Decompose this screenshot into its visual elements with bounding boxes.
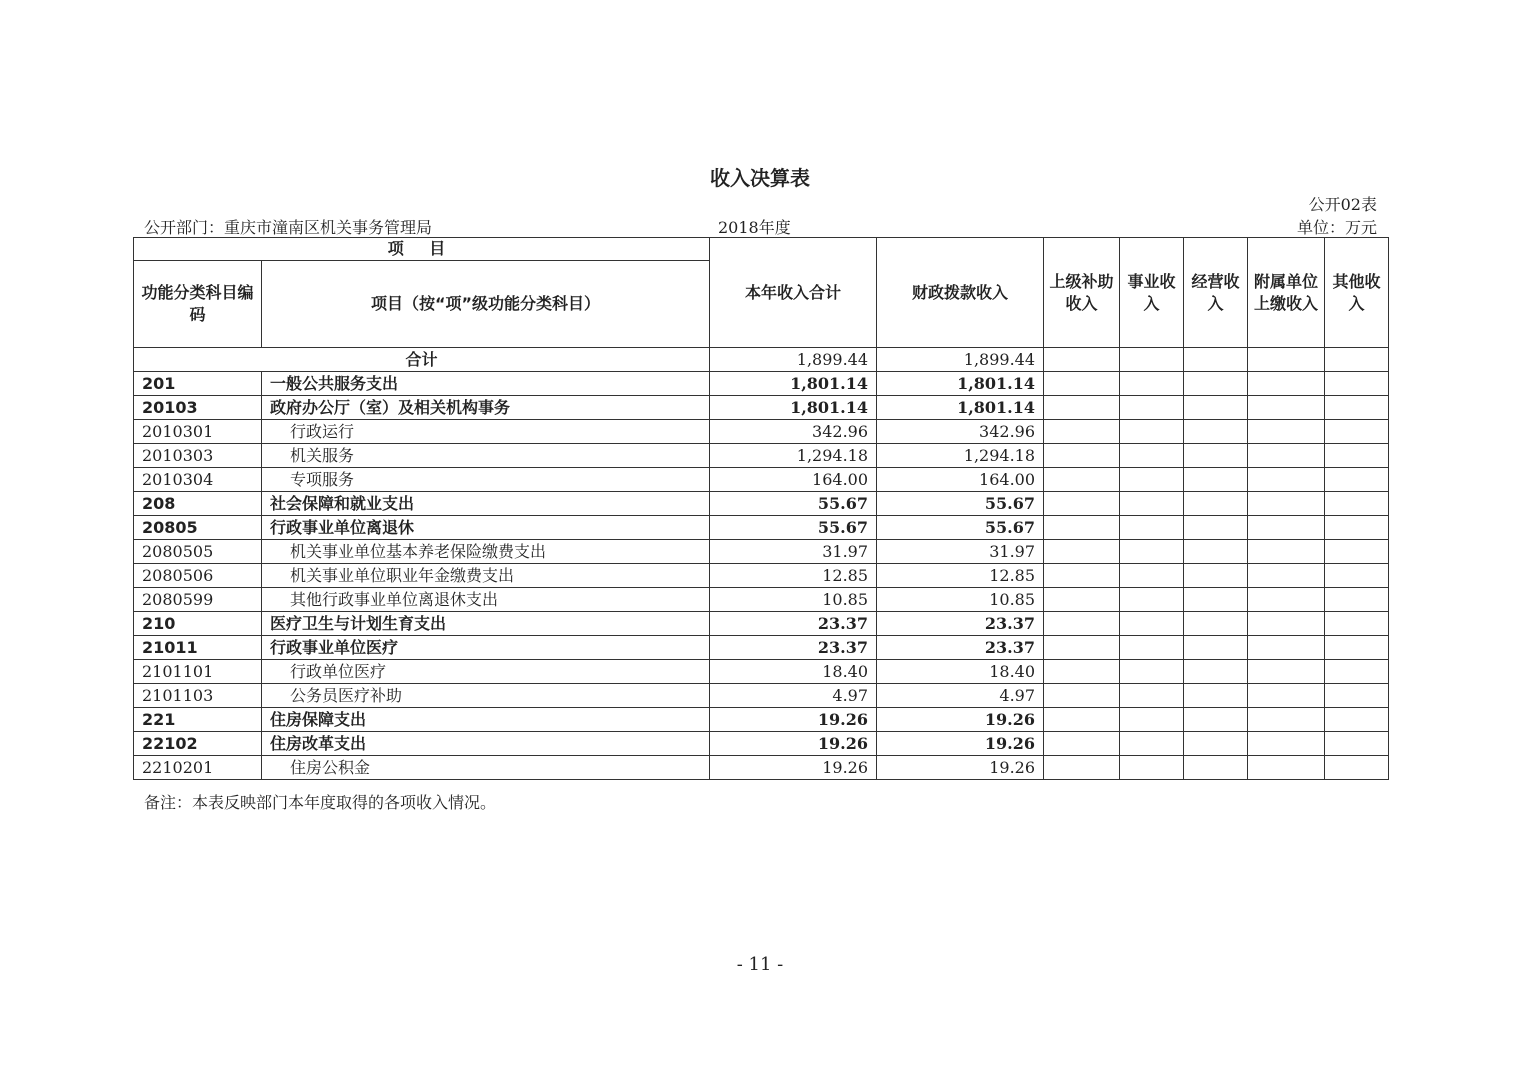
empty-cell: [1325, 612, 1389, 636]
empty-cell: [1120, 516, 1184, 540]
empty-cell: [1184, 684, 1248, 708]
empty-cell: [1184, 636, 1248, 660]
form-number: 公开02表: [1308, 195, 1377, 214]
row-code: 20103: [134, 396, 262, 420]
empty-cell: [1184, 540, 1248, 564]
empty-cell: [1120, 564, 1184, 588]
row-total-income: 12.85: [710, 564, 877, 588]
empty-cell: [1184, 612, 1248, 636]
row-total-income: 18.40: [710, 660, 877, 684]
empty-cell: [1325, 660, 1389, 684]
empty-cell: [1044, 684, 1120, 708]
row-total-income: 164.00: [710, 468, 877, 492]
row-code: 2010303: [134, 444, 262, 468]
table-row: [134, 420, 1389, 444]
empty-cell: [1044, 348, 1120, 372]
empty-cell: [1248, 756, 1325, 780]
empty-cell: [1184, 444, 1248, 468]
row-code: 221: [134, 708, 262, 732]
empty-cell: [1248, 420, 1325, 444]
table-row: [134, 516, 1389, 540]
empty-cell: [1325, 708, 1389, 732]
row-item-name: 医疗卫生与计划生育支出: [262, 612, 710, 636]
row-fiscal-income: 1,801.14: [877, 372, 1044, 396]
header-fiscal-income: 财政拨款收入: [877, 238, 1044, 348]
row-total-income: 55.67: [710, 516, 877, 540]
row-total-income: 23.37: [710, 612, 877, 636]
empty-cell: [1044, 636, 1120, 660]
row-item-name: 机关服务: [262, 444, 710, 468]
row-fiscal-income: 23.37: [877, 612, 1044, 636]
empty-cell: [1248, 684, 1325, 708]
empty-cell: [1044, 372, 1120, 396]
empty-cell: [1248, 396, 1325, 420]
empty-cell: [1325, 348, 1389, 372]
row-item-name: 政府办公厅（室）及相关机构事务: [262, 396, 710, 420]
row-total-income: 1,801.14: [710, 396, 877, 420]
empty-cell: [1184, 732, 1248, 756]
row-code: 2010301: [134, 420, 262, 444]
empty-cell: [1325, 564, 1389, 588]
empty-cell: [1044, 468, 1120, 492]
income-table: [133, 237, 1389, 780]
row-code: 2101103: [134, 684, 262, 708]
unit-label: 单位：万元: [1296, 218, 1377, 237]
row-code: 210: [134, 612, 262, 636]
department-label: 公开部门：重庆市潼南区机关事务管理局: [144, 218, 433, 237]
empty-cell: [1325, 492, 1389, 516]
row-item-name: 行政运行: [262, 420, 710, 444]
empty-cell: [1044, 396, 1120, 420]
row-item-name: 专项服务: [262, 468, 710, 492]
row-fiscal-income: 19.26: [877, 708, 1044, 732]
row-total-income: 1,801.14: [710, 372, 877, 396]
row-total-income: 23.37: [710, 636, 877, 660]
empty-cell: [1184, 660, 1248, 684]
empty-cell: [1120, 732, 1184, 756]
row-item-name: 社会保障和就业支出: [262, 492, 710, 516]
row-total-income: 10.85: [710, 588, 877, 612]
header-project: 项 目: [134, 238, 710, 261]
empty-cell: [1184, 588, 1248, 612]
empty-cell: [1184, 420, 1248, 444]
empty-cell: [1044, 516, 1120, 540]
table-row: [134, 372, 1389, 396]
row-fiscal-income: 18.40: [877, 660, 1044, 684]
row-fiscal-income: 12.85: [877, 564, 1044, 588]
empty-cell: [1044, 756, 1120, 780]
empty-cell: [1184, 492, 1248, 516]
table-row: [134, 756, 1389, 780]
header-item-name: 项目（按“项”级功能分类科目）: [262, 261, 710, 348]
table-row: [134, 564, 1389, 588]
empty-cell: [1248, 732, 1325, 756]
empty-cell: [1325, 372, 1389, 396]
header-other-income: 其他收入: [1325, 238, 1389, 348]
empty-cell: [1120, 348, 1184, 372]
table-row: [134, 468, 1389, 492]
empty-cell: [1044, 444, 1120, 468]
empty-cell: [1248, 540, 1325, 564]
row-fiscal-income: 55.67: [877, 492, 1044, 516]
row-fiscal-income: 1,801.14: [877, 396, 1044, 420]
row-fiscal-income: 10.85: [877, 588, 1044, 612]
row-total-income: 4.97: [710, 684, 877, 708]
total-fiscal-value: 1,899.44: [877, 348, 1044, 372]
empty-cell: [1248, 516, 1325, 540]
empty-cell: [1248, 492, 1325, 516]
empty-cell: [1120, 444, 1184, 468]
empty-cell: [1044, 660, 1120, 684]
table-row: [134, 588, 1389, 612]
row-code: 22102: [134, 732, 262, 756]
row-fiscal-income: 55.67: [877, 516, 1044, 540]
header-code: 功能分类科目编码: [134, 261, 262, 348]
empty-cell: [1120, 420, 1184, 444]
empty-cell: [1248, 636, 1325, 660]
empty-cell: [1044, 492, 1120, 516]
empty-cell: [1325, 636, 1389, 660]
row-code: 2080599: [134, 588, 262, 612]
empty-cell: [1248, 468, 1325, 492]
row-item-name: 机关事业单位基本养老保险缴费支出: [262, 540, 710, 564]
empty-cell: [1248, 444, 1325, 468]
row-item-name: 住房改革支出: [262, 732, 710, 756]
empty-cell: [1184, 708, 1248, 732]
row-total-income: 19.26: [710, 756, 877, 780]
row-code: 2101101: [134, 660, 262, 684]
row-total-income: 1,294.18: [710, 444, 877, 468]
empty-cell: [1044, 564, 1120, 588]
empty-cell: [1120, 660, 1184, 684]
table-row: [134, 708, 1389, 732]
row-fiscal-income: 19.26: [877, 756, 1044, 780]
table-row: [134, 660, 1389, 684]
page-number: - 11 -: [736, 954, 784, 975]
empty-cell: [1120, 540, 1184, 564]
empty-cell: [1184, 756, 1248, 780]
report-title: 收入决算表: [710, 166, 810, 190]
total-row: [134, 348, 1389, 372]
row-item-name: 行政事业单位离退休: [262, 516, 710, 540]
empty-cell: [1248, 564, 1325, 588]
header-operation-income: 经营收入: [1184, 238, 1248, 348]
empty-cell: [1184, 564, 1248, 588]
row-fiscal-income: 4.97: [877, 684, 1044, 708]
empty-cell: [1120, 708, 1184, 732]
empty-cell: [1184, 396, 1248, 420]
row-total-income: 31.97: [710, 540, 877, 564]
empty-cell: [1325, 588, 1389, 612]
row-code: 2210201: [134, 756, 262, 780]
row-fiscal-income: 19.26: [877, 732, 1044, 756]
empty-cell: [1325, 396, 1389, 420]
table-row: [134, 492, 1389, 516]
empty-cell: [1044, 420, 1120, 444]
row-total-income: 342.96: [710, 420, 877, 444]
fiscal-year: 2018年度: [718, 218, 791, 237]
empty-cell: [1248, 348, 1325, 372]
table-row: [134, 444, 1389, 468]
header-business-income: 事业收入: [1120, 238, 1184, 348]
table-row: [134, 732, 1389, 756]
empty-cell: [1325, 756, 1389, 780]
table-row: [134, 684, 1389, 708]
row-item-name: 住房保障支出: [262, 708, 710, 732]
empty-cell: [1044, 588, 1120, 612]
row-total-income: 55.67: [710, 492, 877, 516]
empty-cell: [1120, 636, 1184, 660]
row-code: 21011: [134, 636, 262, 660]
table-row: [134, 396, 1389, 420]
empty-cell: [1120, 756, 1184, 780]
row-item-name: 一般公共服务支出: [262, 372, 710, 396]
row-item-name: 住房公积金: [262, 756, 710, 780]
table-row: [134, 540, 1389, 564]
row-total-income: 19.26: [710, 708, 877, 732]
empty-cell: [1120, 396, 1184, 420]
empty-cell: [1044, 708, 1120, 732]
empty-cell: [1120, 468, 1184, 492]
row-item-name: 行政事业单位医疗: [262, 636, 710, 660]
row-code: 2010304: [134, 468, 262, 492]
header-total-income: 本年收入合计: [710, 238, 877, 348]
empty-cell: [1325, 540, 1389, 564]
empty-cell: [1044, 732, 1120, 756]
empty-cell: [1248, 372, 1325, 396]
empty-cell: [1248, 612, 1325, 636]
empty-cell: [1044, 540, 1120, 564]
total-label: 合计: [134, 348, 710, 372]
empty-cell: [1044, 612, 1120, 636]
row-total-income: 19.26: [710, 732, 877, 756]
empty-cell: [1120, 684, 1184, 708]
empty-cell: [1325, 468, 1389, 492]
row-code: 2080505: [134, 540, 262, 564]
row-fiscal-income: 1,294.18: [877, 444, 1044, 468]
table-row: [134, 612, 1389, 636]
row-fiscal-income: 164.00: [877, 468, 1044, 492]
footnote: 备注：本表反映部门本年度取得的各项收入情况。: [144, 793, 497, 812]
empty-cell: [1184, 372, 1248, 396]
row-fiscal-income: 342.96: [877, 420, 1044, 444]
row-item-name: 机关事业单位职业年金缴费支出: [262, 564, 710, 588]
row-code: 2080506: [134, 564, 262, 588]
total-income-value: 1,899.44: [710, 348, 877, 372]
empty-cell: [1184, 516, 1248, 540]
empty-cell: [1325, 420, 1389, 444]
row-fiscal-income: 31.97: [877, 540, 1044, 564]
row-item-name: 公务员医疗补助: [262, 684, 710, 708]
empty-cell: [1248, 588, 1325, 612]
empty-cell: [1120, 588, 1184, 612]
row-code: 208: [134, 492, 262, 516]
empty-cell: [1248, 660, 1325, 684]
header-superior-subsidy: 上级补助收入: [1044, 238, 1120, 348]
empty-cell: [1120, 612, 1184, 636]
row-code: 201: [134, 372, 262, 396]
row-item-name: 行政单位医疗: [262, 660, 710, 684]
empty-cell: [1325, 516, 1389, 540]
empty-cell: [1325, 684, 1389, 708]
empty-cell: [1120, 492, 1184, 516]
row-fiscal-income: 23.37: [877, 636, 1044, 660]
empty-cell: [1184, 468, 1248, 492]
empty-cell: [1325, 444, 1389, 468]
empty-cell: [1184, 348, 1248, 372]
header-affiliated-income: 附属单位上缴收入: [1248, 238, 1325, 348]
table-row: [134, 636, 1389, 660]
row-item-name: 其他行政事业单位离退休支出: [262, 588, 710, 612]
empty-cell: [1325, 732, 1389, 756]
row-code: 20805: [134, 516, 262, 540]
empty-cell: [1120, 372, 1184, 396]
empty-cell: [1248, 708, 1325, 732]
